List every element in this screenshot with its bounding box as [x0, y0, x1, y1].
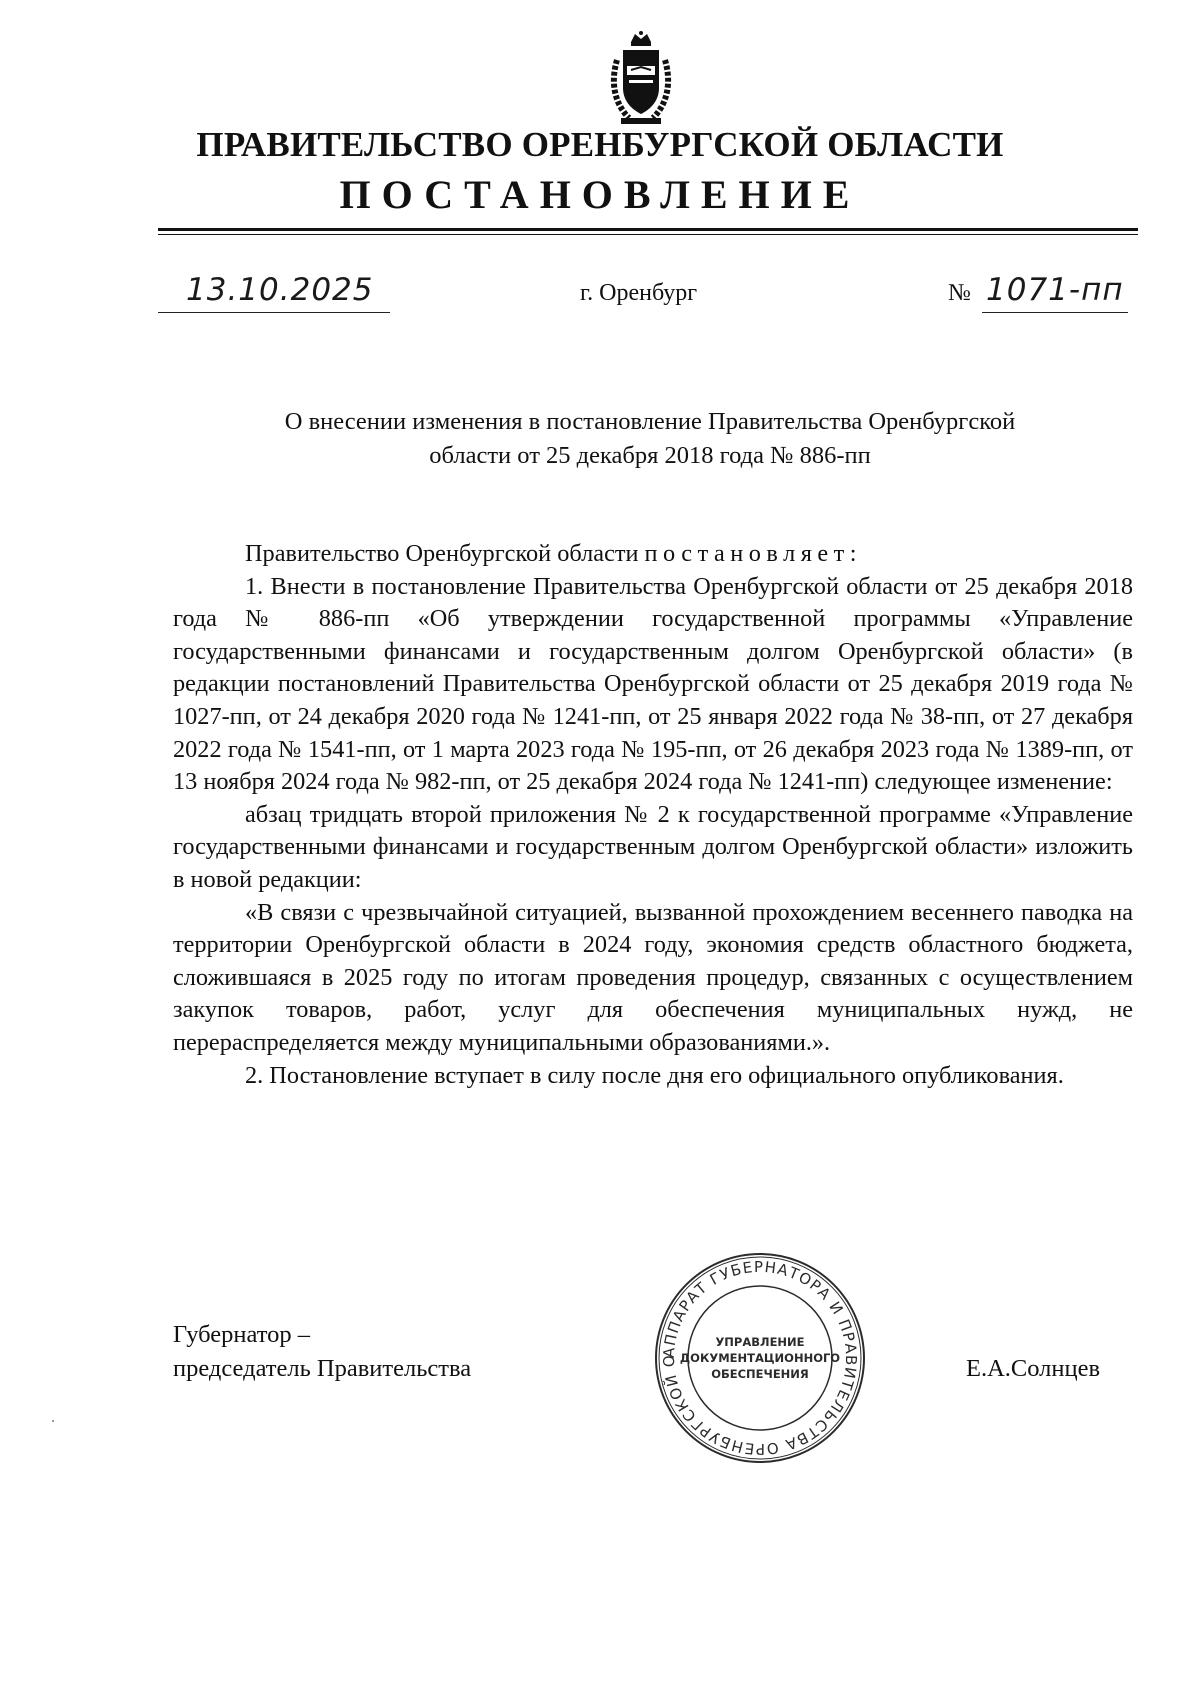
stamp-ring-textpath: АППАРАТ ГУБЕРНАТОРА И ПРАВИТЕЛЬСТВА ОРЕНБУРГСКОЙ О — [659, 1257, 861, 1459]
header-divider-thick — [158, 228, 1138, 231]
item-1-quote-paragraph: «В связи с чрезвычайной ситуацией, вызванной прохождением весеннего паводка на территории Оренбургской области в 2024 году, экономия средств областного бюджета, сложившаяся в 2025 году по итогам проведения процедур, связанных с осуществлением закупок товаров, работ, услуг для обеспечения муниципальных нужд, не перераспределяется между муниципальными образованиями.». — [173, 898, 1133, 1056]
document-body — [173, 538, 1133, 1092]
position-line: Губернатор – — [173, 1321, 311, 1348]
item-1-sub-paragraph: абзац тридцать второй приложения № 2 к государственной программе «Управление государственными финансами и государственным долгом Оренбургской области» изложить в новой редакции: — [173, 800, 1133, 893]
number-field — [982, 268, 1128, 313]
signatory-position — [173, 1318, 471, 1386]
document-date: 13.10.2025 — [186, 272, 374, 308]
scan-artifact — [52, 1420, 54, 1422]
official-stamp — [650, 1248, 870, 1468]
signatory-name: Е.А.Солнцев — [966, 1355, 1101, 1382]
item-2-paragraph: 2. Постановление вступает в силу после дня его официального опубликования. — [245, 1061, 1064, 1089]
position-line: председатель Правительства — [173, 1355, 472, 1382]
stamp-center-line: УПРАВЛЕНИЕ — [715, 1335, 805, 1349]
resolves-word: постановляет — [644, 540, 850, 567]
subject-line: О внесении изменения в постановление Правительства Оренбургской — [284, 408, 1016, 435]
government-title: ПРАВИТЕЛЬСТВО ОРЕНБУРГСКОЙ ОБЛАСТИ — [196, 125, 1004, 164]
stamp-center-line: ОБЕСПЕЧЕНИЯ — [711, 1367, 809, 1381]
intro-colon: : — [849, 540, 857, 567]
intro-lead: Правительство Оренбургской области — [245, 540, 645, 567]
stamp-center-line: ДОКУМЕНТАЦИОННОГО — [679, 1351, 841, 1365]
document-number: 1071-пп — [986, 272, 1124, 308]
header-divider-thin — [158, 234, 1138, 235]
document-subject — [170, 405, 1130, 473]
date-field — [158, 268, 390, 313]
coat-of-arms-icon — [609, 30, 673, 126]
subject-line: области от 25 декабря 2018 года № 886-пп — [429, 442, 871, 469]
document-type-title: ПОСТАНОВЛЕНИЕ — [339, 172, 861, 217]
item-1-paragraph: 1. Внести в постановление Правительства Оренбургской области от 25 декабря 2018 года № 886-пп «Об утверждении государственной программы «Управление государственными финансами и государственным долгом Оренбургской области» (в редакции постановлений Правительства Оренбургской области от 25 декабря 2019 года № 1027-пп, от 24 декабря 2020 года № 1241-пп, от 25 января 2022 года № 38-пп, от 27 декабря 2022 года № 1541-пп, от 1 марта 2023 года № 195-пп, от 26 декабря 2023 года № 1389-пп, от 13 ноября 2024 года № 982-пп, от 25 декабря 2024 года № 1241-пп) следующее изменение: — [173, 572, 1133, 796]
city-label: г. Оренбург — [580, 280, 698, 306]
number-prefix: № — [948, 280, 971, 306]
intro-paragraph — [173, 538, 1133, 571]
